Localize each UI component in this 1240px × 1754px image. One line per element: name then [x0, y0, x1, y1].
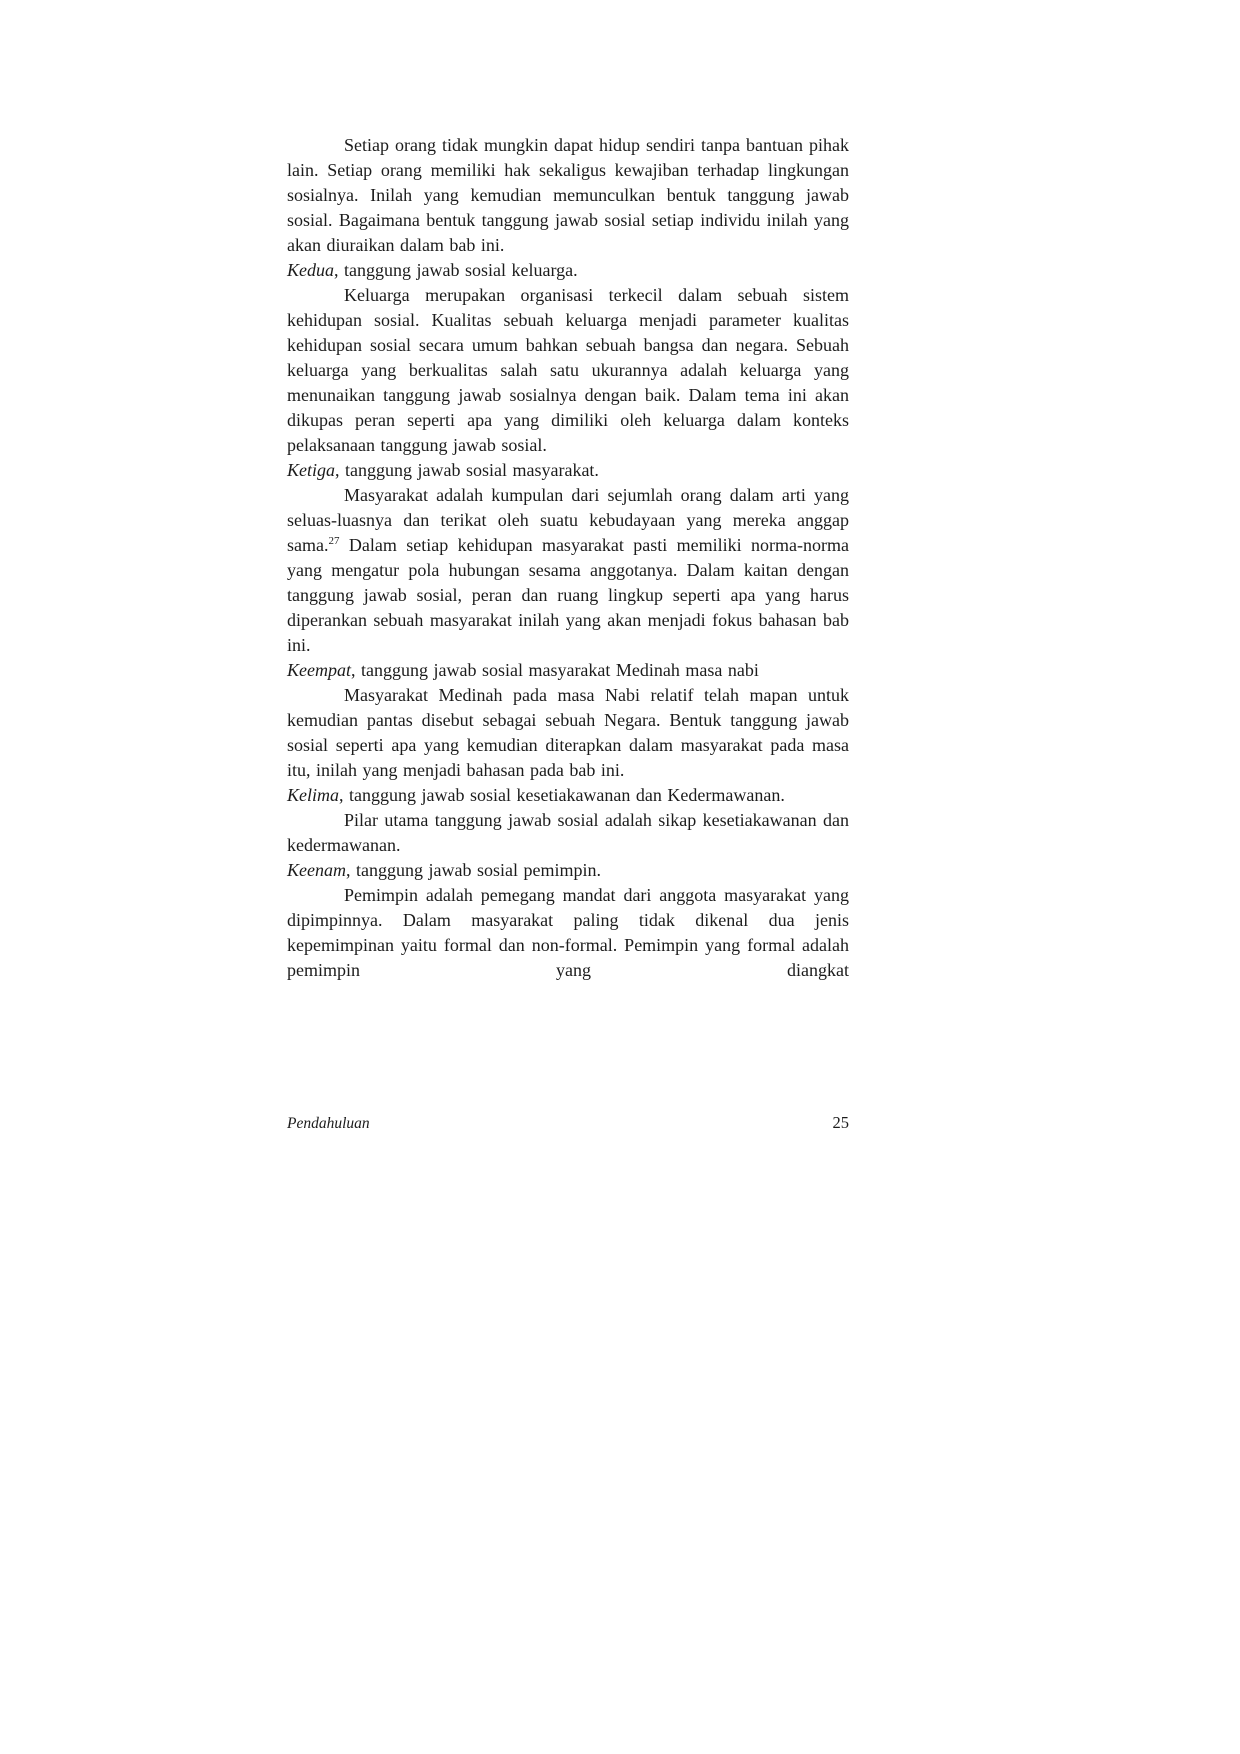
page-footer	[287, 1113, 849, 1133]
paragraph-text: Dalam setiap kehidupan masyarakat pasti memiliki norma-norma yang mengatur pola hubungan sesama anggotanya. Dalam kaitan dengan tanggung jawab sosial, peran dan ruang lingkup seperti apa yang harus diperankan sebuah masyarakat inilah yang akan menjadi fokus bahasan bab ini.	[287, 535, 849, 655]
page-body-text	[287, 133, 849, 983]
paragraph-text: Pilar utama tanggung jawab sosial adalah sikap kesetiakawanan dan kedermawanan.	[287, 810, 849, 855]
list-item-rest: , tanggung jawab sosial masyarakat Medinah masa nabi	[350, 660, 759, 680]
list-item-rest: , tanggung jawab sosial masyarakat.	[335, 460, 599, 480]
list-item-rest: , tanggung jawab sosial kesetiakawanan dan Kedermawanan.	[339, 785, 785, 805]
list-item-lead: Keenam	[287, 860, 346, 880]
paragraph-text: Masyarakat Medinah pada masa Nabi relatif telah mapan untuk kemudian pantas disebut sebagai sebuah Negara. Bentuk tanggung jawab sosial seperti apa yang kemudian diterapkan dalam masyarakat pada masa itu, inilah yang menjadi bahasan pada bab ini.	[287, 685, 849, 780]
paragraph	[287, 133, 849, 258]
paragraph	[287, 808, 849, 858]
running-footer-title: Pendahuluan	[287, 1115, 370, 1132]
list-item-lead: Kedua	[287, 260, 334, 280]
paragraph-text: Setiap orang tidak mungkin dapat hidup sendiri tanpa bantuan pihak lain. Setiap orang memiliki hak sekaligus kewajiban terhadap lingkungan sosialnya. Inilah yang kemudian memunculkan bentuk tanggung jawab sosial. Bagaimana bentuk tanggung jawab sosial setiap individu inilah yang akan diuraikan dalam bab ini.	[287, 135, 849, 255]
list-item-rest: , tanggung jawab sosial pemimpin.	[345, 860, 601, 880]
list-item-heading	[287, 258, 849, 283]
paragraph	[287, 483, 849, 658]
paragraph	[287, 283, 849, 458]
list-item-heading	[287, 783, 849, 808]
list-item-heading	[287, 858, 849, 883]
paragraph-text: Pemimpin adalah pemegang mandat dari anggota masyarakat yang dipimpinnya. Dalam masyarakat paling tidak dikenal dua jenis kepemimpinan yaitu formal dan non-formal. Pemimpin yang formal adalah pemimpin yang diangkat	[287, 885, 849, 980]
list-item-lead: Keempat	[287, 660, 351, 680]
list-item-lead: Kelima	[287, 785, 339, 805]
page-number: 25	[832, 1113, 849, 1132]
paragraph	[287, 683, 849, 783]
list-item-heading	[287, 458, 849, 483]
footnote-reference: 27	[328, 535, 340, 547]
paragraph	[287, 883, 849, 983]
paragraph-text: Masyarakat adalah kumpulan dari sejumlah orang dalam arti yang seluas-luasnya dan terikat oleh suatu kebudayaan yang mereka anggap sama.	[287, 485, 849, 555]
list-item-lead: Ketiga	[287, 460, 335, 480]
list-item-rest: , tanggung jawab sosial keluarga.	[334, 260, 578, 280]
list-item-heading	[287, 658, 849, 683]
paragraph-text: Keluarga merupakan organisasi terkecil dalam sebuah sistem kehidupan sosial. Kualitas sebuah keluarga menjadi parameter kualitas kehidupan sosial secara umum bahkan sebuah bangsa dan negara. Sebuah keluarga yang berkualitas salah satu ukurannya adalah keluarga yang menunaikan tanggung jawab sosialnya dengan baik. Dalam tema ini akan dikupas peran seperti apa yang dimiliki oleh keluarga dalam konteks pelaksanaan tanggung jawab sosial.	[287, 285, 849, 455]
